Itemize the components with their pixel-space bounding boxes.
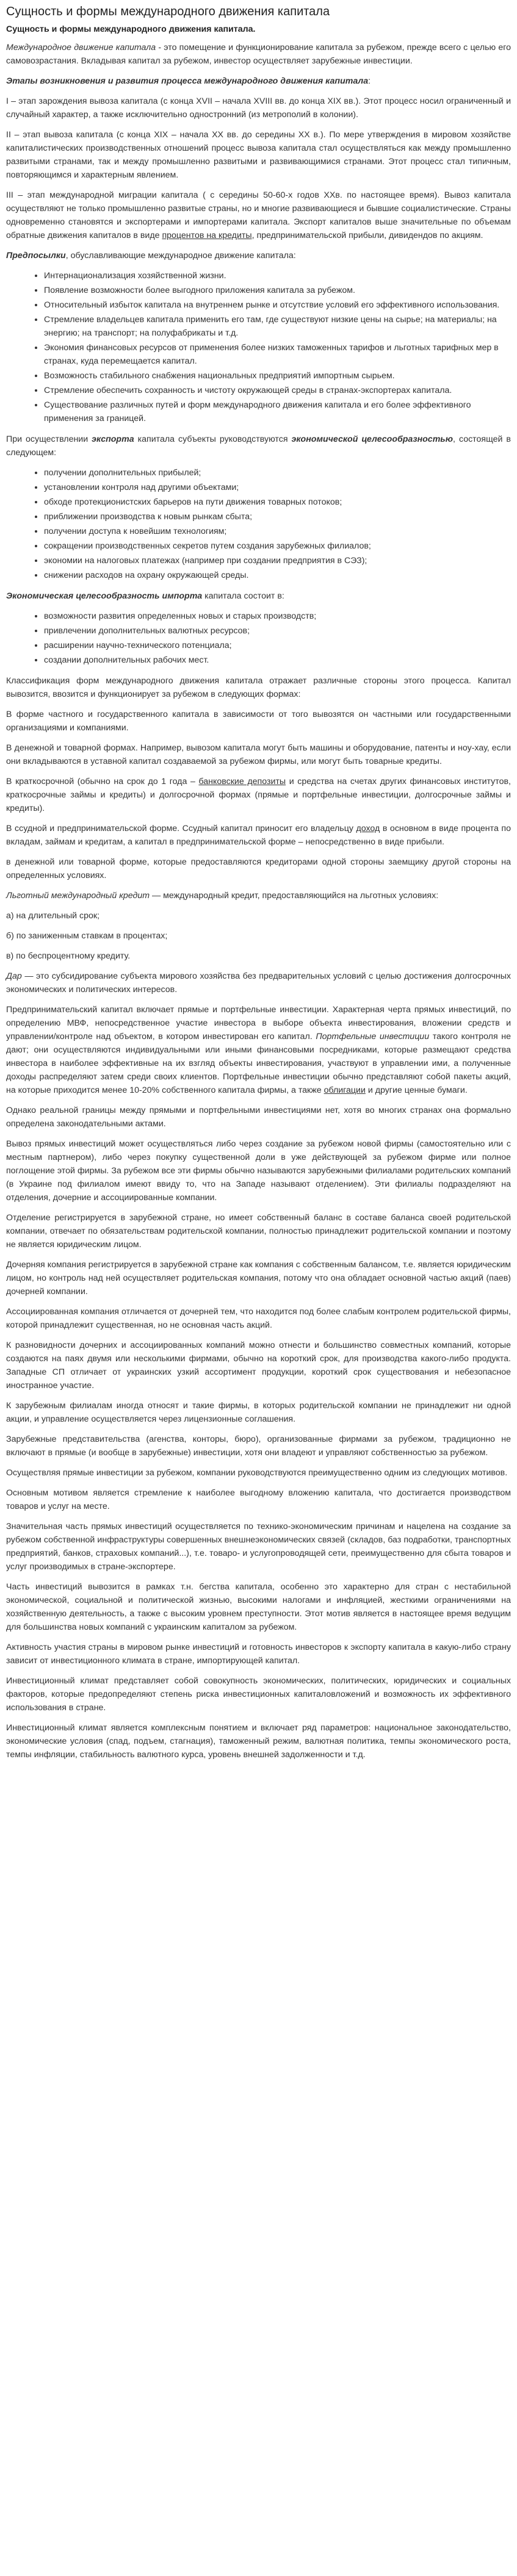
paragraph-text: Инвестиционный климат является комплексным понятием и включает ряд параметров: национальное законодательство, экономические условия (спад, подъем, стагнация), таможенный режим, валютная политика, темпы экономического роста, темпы инфляции, стабильность валютного курса, уровень внешней задолженности и т.д.	[6, 1723, 511, 1760]
paragraph	[6, 1520, 511, 1574]
emphasis-text: Этапы возникновения и развития процесса международного движения капитала	[6, 76, 369, 86]
paragraph	[6, 1433, 511, 1459]
list-item: • снижении расходов на охрану окружающей среды.	[44, 569, 511, 582]
emphasis-text: экономической целесообразностью	[291, 434, 453, 444]
paragraph	[6, 1466, 511, 1480]
term-text: Льготный международный кредит	[6, 891, 150, 901]
paragraph-text: В форме частного и государственного капитала в зависимости от того вывозятся он частными или государственными организациями и компаниями.	[6, 710, 511, 733]
paragraph	[6, 822, 511, 849]
term-text: Международное движение капитала	[6, 43, 156, 52]
emphasis-text: Предпосылки	[6, 251, 66, 261]
list-item: • Относительный избыток капитала на внутреннем рынке и отсутствие условий его эффективного использования.	[44, 298, 511, 312]
paragraph-text: III – этап международной миграции капитала ( с середины 50-60-х годов XXв. по настоящее время). Вывоз капитала осуществляют не только промышленно развитые страны, но и многие развивающиеся и бывшие социалистические. Страны одновременно становятся и экспортерами и импортерами капитала. Экспорт капиталов выше значительные по объемам обратные движения капиталов в виде	[6, 190, 511, 240]
paragraph	[6, 1258, 511, 1298]
paragraph	[6, 909, 511, 923]
paragraph-text: К разновидности дочерних и ассоциированных компаний можно отнести и большинство совместных компаний, которые создаются на паях двумя или несколькими фирмами, обычно на короткий срок, для производства какого-либо продукта. Западные СП отличает от украинских узкий ассортимент продукции, короткий срок существования и небезопасное иностранное участие.	[6, 1340, 511, 1391]
paragraph	[6, 1137, 511, 1204]
list-item: • установлении контроля над другими объектами;	[44, 481, 511, 494]
article-subtitle: Сущность и формы международного движения капитала.	[6, 24, 256, 34]
paragraph-text: В денежной и товарной формах. Например, вывозом капитала могут быть машины и оборудование, патенты и ноу-хау, если они вкладываются в уставной капитал создаваемой за рубежом фирмы, или могут быть товарные кредиты.	[6, 743, 511, 766]
paragraph-text: в денежной или товарной форме, которые предоставляются кредиторами одной стороны заемщику другой стороны на определенных условиях.	[6, 857, 511, 880]
list-item: • расширении научно-технического потенциала;	[44, 639, 511, 652]
paragraph-text: и другие ценные бумаги.	[365, 1085, 468, 1095]
list-item: • сокращении производственных секретов путем создания зарубежных филиалов;	[44, 539, 511, 553]
list-item: • создании дополнительных рабочих мест.	[44, 653, 511, 667]
paragraph	[6, 1580, 511, 1634]
inline-link[interactable]: процентов на кредиты	[162, 231, 252, 240]
list-item: • Появление возможности более выгодного приложения капитала за рубежом.	[44, 284, 511, 297]
list-item: • Стремление обеспечить сохранность и чистоту окружающей среды в странах-экспортерах капитала.	[44, 384, 511, 397]
list-item: • Возможность стабильного снабжения национальных предприятий импортным сырьем.	[44, 369, 511, 383]
paragraph-text: в основном в виде процента по вкладам, займам и кредитам, а капитал в предпринимательской форме – непосредственно в виде прибыли.	[6, 824, 511, 847]
paragraph-text: Основным мотивом является стремление к наиболее выгодному вложению капитала, что достигается производством товаров и услуг на месте.	[6, 1488, 511, 1511]
paragraph-text: При осуществлении	[6, 434, 92, 444]
paragraph-text: Инвестиционный климат представляет собой совокупность экономических, политических, юридических и социальных факторов, которые предопределяют степень риска инвестиционных капиталовложений и возможность их эффективного использования в стране.	[6, 1676, 511, 1713]
paragraph-text: — международный кредит, предоставляющийся на льготных условиях:	[150, 891, 439, 901]
paragraph	[6, 95, 511, 121]
paragraph	[6, 1486, 511, 1513]
paragraph	[6, 1674, 511, 1714]
paragraph	[6, 128, 511, 182]
paragraph-text: Классификация форм международного движения капитала отражает различные стороны этого процесса. Капитал вывозится, ввозится и функционирует за рубежом в следующих формах:	[6, 676, 511, 699]
paragraph	[6, 949, 511, 963]
inline-link[interactable]: банковские депозиты	[198, 777, 286, 786]
paragraph	[6, 708, 511, 735]
paragraph-text: В ссудной и предпринимательской форме. Ссудный капитал приносит его владельцу	[6, 824, 356, 833]
paragraph	[6, 889, 511, 902]
paragraph	[6, 589, 511, 603]
paragraph-text: В краткосрочной (обычно на срок до 1 года –	[6, 777, 199, 786]
paragraph-text: и средства на счетах других финансовых институтов, краткосрочные займы и кредиты) и долгосрочной формах (прямые и портфельные инвестиции, долгосрочные займы и кредиты).	[6, 777, 511, 813]
paragraph	[6, 1003, 511, 1097]
article-body	[6, 41, 511, 1761]
paragraph-text: К зарубежным филиалам иногда относят и такие фирмы, в которых родительской компании не принадлежит ни одной акции, и управление осуществляется через лицензионные соглашения.	[6, 1401, 511, 1424]
list-item: • получении дополнительных прибылей;	[44, 466, 511, 480]
paragraph	[6, 1641, 511, 1668]
list-item: • обходе протекционистских барьеров на пути движения товарных потоков;	[44, 495, 511, 509]
paragraph-text: , предпринимательской прибыли, дивидендов по акциям.	[251, 231, 483, 240]
paragraph-text: такого контроля не дают; они осуществляются индивидуальными или иными финансовыми посредниками, которые размещают средства инвестора в наиболее эффективные на их взгляд объекты инвестирования, участвуют в управлении ими, а полученные доходы распределяют затем среди своих клиентов. Портфельные инвестиции обычно представляют собой пакеты акций, на которые приходится менее 10-20% собственного капитала фирмы, а также	[6, 1032, 512, 1095]
paragraph	[6, 1721, 511, 1761]
page-title: Сущность и формы международного движения капитала	[6, 5, 330, 18]
list-item: • привлечении дополнительных валютных ресурсов;	[44, 624, 511, 638]
paragraph-text: Предпринимательский капитал включает прямые и портфельные инвестиции. Характерная черта прямых инвестиций, по определению МВФ, непосредственное участие инвестора в выборе объекта инвестирования, вложении средств и управлении/контроле над объектом, в котором инвестирован его капитал.	[6, 1005, 511, 1042]
paragraph-text: :	[368, 76, 371, 86]
paragraph	[6, 41, 511, 68]
list-item: • Интернационализация хозяйственной жизни.	[44, 269, 511, 282]
term-text: Портфельные инвестиции	[316, 1032, 430, 1042]
list-item: • приближении производства к новым рынкам сбыта;	[44, 510, 511, 523]
paragraph	[6, 855, 511, 882]
paragraph	[6, 1399, 511, 1426]
paragraph-text: Осуществляя прямые инвестиции за рубежом, компании руководствуются преимущественно одним из следующих мотивов.	[6, 1468, 508, 1478]
paragraph-text: Часть инвестиций вывозится в рамках т.н. бегства капитала, особенно это характерно для стран с нестабильной экономической, социальной и политической жизнью, высокими налогами и инфляцией, жесткими ограничениями на хозяйственную деятельность, а также с высоким уровнем преступности. Этот мотив является в настоящее время ведущим для большинства новых компаний с украинским капиталом за рубежом.	[6, 1582, 511, 1632]
paragraph	[6, 1339, 511, 1392]
paragraph	[6, 929, 511, 943]
paragraph-text: , состоящей в следующем:	[6, 434, 511, 458]
paragraph	[6, 189, 511, 242]
paragraph-text: Зарубежные представительства (агенства, конторы, бюро), организованные фирмами за рубежом, традиционно не включают в прямые (и вообще в зарубежные) инвестиции, хотя они владеют и управляют собственностью за рубежом.	[6, 1434, 511, 1458]
paragraph-text: — это субсидирование субъекта мирового хозяйства без предварительных условий с целью достижения долгосрочных экономических и политических интересов.	[6, 971, 511, 995]
paragraph-text: I – этап зарождения вывоза капитала (с конца XVII – начала XVIII вв. до конца XIX вв.). Этот процесс носил ограниченный и случайный характер, а также исключительно одностронний (из метрополий в колонии).	[6, 96, 511, 120]
list-item: • возможности развития определенных новых и старых производств;	[44, 610, 511, 623]
paragraph-text: , обуславливающие международное движение капитала:	[65, 251, 296, 261]
term-text: Дар	[6, 971, 22, 981]
paragraph-text: II – этап вывоза капитала (с конца XIX – начала XX вв. до середины XX в.). По мере утверждения в мировом хозяйстве капиталистических производственных отношений процесс вывоза капитала стал осуществляться как между промышленно развитыми странами, так и между промышленно развитыми и развивающимися странами. Этот процесс стал типичным, повторяющимся и характерным явлением.	[6, 130, 511, 180]
paragraph	[6, 1305, 511, 1332]
paragraph-text: а) на длительный срок;	[6, 911, 100, 921]
list-item: • Экономия финансовых ресурсов от применения более низких таможенных тарифов и льготных тарифных мер в странах, куда перемещается капитал.	[44, 341, 511, 368]
paragraph	[6, 970, 511, 996]
paragraph-text: Дочерняя компания регистрируется в зарубежной стране как компания с собственным балансом, т.е. является юридическим лицом, но контроль над ней осуществляет родительская компания, потому что она обладает основной частью акций (паев) дочерней компании.	[6, 1260, 511, 1297]
paragraph-text: капитала состоит в:	[202, 591, 284, 601]
paragraph-text: Однако реальной границы между прямыми и портфельными инвестициями нет, хотя во многих странах она формально определена законодательными актами.	[6, 1106, 511, 1129]
paragraph	[6, 1104, 511, 1131]
paragraph	[6, 249, 511, 262]
list-item: • получении доступа к новейшим технологиям;	[44, 525, 511, 538]
paragraph-text: в) по беспроцентному кредиту.	[6, 951, 131, 961]
paragraph	[6, 741, 511, 768]
paragraph	[6, 674, 511, 701]
bullet-list	[6, 269, 511, 425]
paragraph-text: капитала субъекты руководствуются	[134, 434, 292, 444]
bullet-list	[6, 610, 511, 667]
paragraph	[6, 433, 511, 459]
paragraph-text: Вывоз прямых инвестиций может осуществляться либо через создание за рубежом новой фирмы (самостоятельно или с местным партнером), либо через покупку существенной доли в уже действующей за рубежом фирме или полное поглощение этой фирмы. За рубежом все эти фирмы обычно называются зарубежными филиалами родительских компаний (в Украине под филиалом имеют ввиду то, что на Западе называют отделением). Эти филиалы подразделяют на отделения, дочерние и ассоциированные компании.	[6, 1139, 511, 1203]
list-item: • Существование различных путей и форм международного движения капитала и его более эффективного применения за границей.	[44, 398, 511, 425]
paragraph-text: Значительная часть прямых инвестиций осуществляется по технико-экономическим причинам и нацелена на создание за рубежом собственной инфраструктуры совершенных внешнеэкономических связей (складов, баз подработки, транспортных предприятий, банков, страховых компаний...), т.е. товаро- и услугопроводящей сети, преимущественно для сбыта товаров и услуг производимых в стране-экспортере.	[6, 1522, 511, 1572]
paragraph-text: Активность участия страны в мировом рынке инвестиций и готовность инвесторов к экспорту капитала в какую-либо страну зависит от инвестиционного климата в стране, импортирующей капитал.	[6, 1642, 511, 1666]
paragraph	[6, 1211, 511, 1251]
paragraph	[6, 74, 511, 88]
emphasis-text: экспорта	[92, 434, 134, 444]
list-item: • экономии на налоговых платежах (например при создании предприятия в СЭЗ);	[44, 554, 511, 567]
bullet-list	[6, 466, 511, 582]
list-item: • Стремление владельцев капитала применить его там, где существуют низкие цены на сырье; на материалы; на энергию; на транспорт; на полуфабрикаты и т.д.	[44, 313, 511, 340]
paragraph-text: - это помещение и функционирование капитала за рубежом, прежде всего с целью его самовозрастания. Вкладывая капитал за рубежом, инвестор осуществляет зарубежные инвестиции.	[6, 43, 511, 66]
paragraph-text: Отделение регистрируется в зарубежной стране, но имеет собственный баланс в составе баланса своей родительской компании, отвечает по обязательствам родительской компании, полностью принадлежит родительской компании и поэтому не является юридическим лицом.	[6, 1213, 511, 1250]
paragraph	[6, 775, 511, 815]
inline-link[interactable]: доход	[356, 824, 380, 833]
paragraph-text: б) по заниженным ставкам в процентах;	[6, 931, 168, 941]
emphasis-text: Экономическая целесообразность импорта	[6, 591, 203, 601]
inline-link[interactable]: облигации	[324, 1085, 366, 1095]
paragraph-text: Ассоциированная компания отличается от дочерней тем, что находится под более слабым контролем родительской фирмы, которой принадлежит существенная, но не основная часть акций.	[6, 1307, 511, 1330]
